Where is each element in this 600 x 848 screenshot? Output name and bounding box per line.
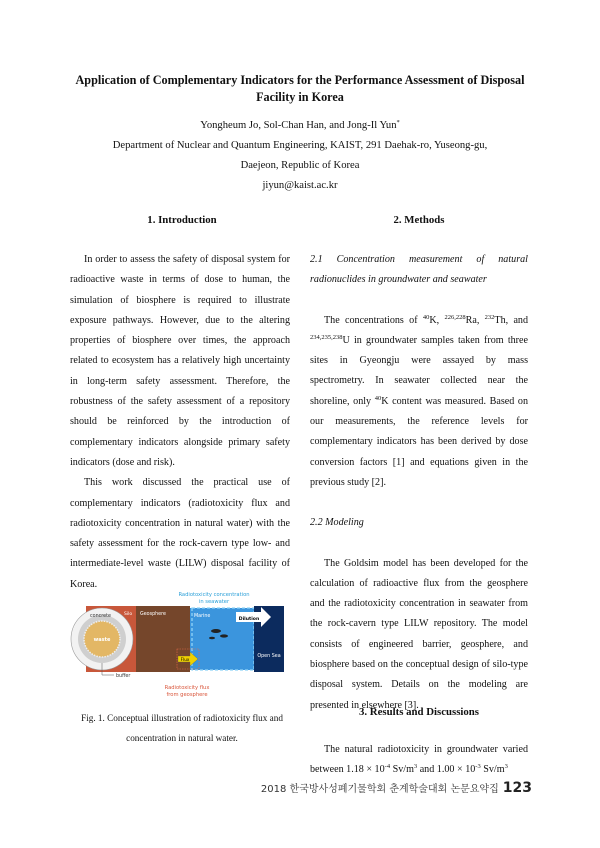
results-paragraph-1: The natural radiotoxicity in groundwater varied between $1.18 \times 10^{-4}$ $Sv/m^3$ and $1.00 \times 10^{-3}$ $Sv/m^3$ [310, 744, 528, 776]
flux-label: Flux [180, 657, 190, 662]
methods-subheading-1: 2.1 Concentration measurement of natural radionuclides in groundwater and seawater [310, 254, 528, 286]
figure-label-top-2: in seawater [198, 599, 230, 605]
figure-label-top: Radiotoxicity concentration [178, 592, 250, 598]
methods-body [310, 250, 528, 716]
email: jiyun@kaist.ac.kr [262, 180, 338, 191]
page-number: 123 [502, 780, 532, 796]
paper-title: Application of Complementary Indicators for the Performance Assessment of Disposal Facility in Korea [75, 73, 525, 104]
geosphere-label: Geosphere [140, 612, 166, 617]
dilution-label: Dilution [238, 617, 260, 622]
intro-paragraph-2: This work discussed the practical use of complementary indicators (radiotoxicity flux and radiotoxicity concentration in natural water) with the safety assessment for the rock-cavern type low- and intermediate-level waste (LILW) disposal facility of Korea. [70, 477, 290, 590]
figure-1 [66, 586, 298, 698]
methods-paragraph-2: The Goldsim model has been developed for the calculation of radioactive flux from the geosphere and the radiotoxicity concentration in seawater from the rock-cavern type LILW repository. The model consists of engineered barrier, geosphere, and biosphere based on the conceptual design of silo-type disposal system. Details on the modeling are presented in elsewhere [3]. [310, 557, 528, 711]
open-sea-label: Open Sea [257, 654, 281, 659]
page-footer [261, 780, 532, 796]
affiliation-line-2: Daejeon, Republic of Korea [240, 160, 360, 171]
intro-heading: 1. Introduction [147, 214, 217, 226]
methods-heading: 2. Methods [393, 214, 445, 226]
figure-label-bottom: Radiotoxicity flux [164, 685, 210, 691]
intro-body [70, 250, 290, 595]
methods-subheading-2: 2.2 Modeling [310, 517, 364, 529]
fish-icon [211, 629, 221, 633]
silo-label: Silo [124, 612, 133, 617]
methods-paragraph-1: The concentrations of $^{40}$K, $^{226,228}$Ra, $^{232}$Th, and $^{234,235,238}$U in groundwater samples taken from three sites in Gyeongju were assayed by mass spectrometry. In seawater collected near the shoreline, only $^{40}$K content was measured. Based on our measurements, the reference levels for complementary indicators has been derived by dose conversion factors [1] and equations given in the previous study [2]. [310, 313, 529, 488]
intro-paragraph-1: In order to assess the safety of disposal system for radioactive waste in terms of dose to human, the simulation of biosphere is required to illustrate exposure pathways. However, due to the altering properties of biosphere over times, the approach related to ecosystem has a relatively high uncertainty in long-term safety assessment. Therefore, the robustness of the safety assessment of a repository should be reinforced by the introduction of complementary indicators alongside primary safety indicators (dose and risk). [70, 254, 290, 468]
marine-label: Marine [194, 614, 211, 619]
figure-caption: Fig. 1. Conceptual illustration of radiotoxicity flux and concentration in natural water. [81, 713, 283, 743]
footer-text: 2018 한국방사성폐기물학회 춘계학술대회 논문요약집 [260, 784, 499, 795]
results-body [310, 740, 528, 781]
authors: Yongheum Jo, Sol-Chan Han, and Jong-Il Yun* [200, 119, 400, 131]
results-heading: 3. Results and Discussions [359, 706, 479, 718]
concrete-label: concrete [90, 614, 111, 619]
figure-label-bottom-2: from geosphere [166, 692, 208, 698]
buffer-label: buffer [116, 674, 131, 679]
fish-icon [220, 634, 228, 637]
waste-label: waste [93, 637, 111, 643]
affiliation-line-1: Department of Nuclear and Quantum Engineering, KAIST, 291 Daehak-ro, Yuseong-gu, [112, 140, 488, 151]
fish-icon [209, 637, 215, 639]
